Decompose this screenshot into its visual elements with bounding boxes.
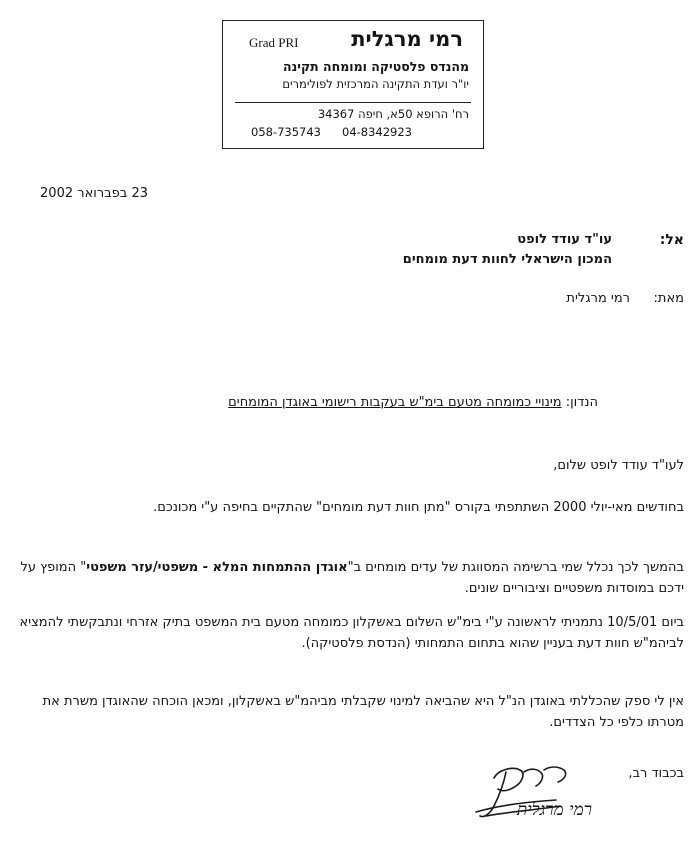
- letter-date: 23 בפברואר 2002: [40, 186, 148, 201]
- letterhead: [222, 20, 484, 149]
- from-label: מאת:: [653, 291, 684, 306]
- paragraph-2: [16, 557, 684, 599]
- letterhead-phone-landline: 04-8342923: [342, 125, 412, 139]
- greeting: לעו"ד עודד לופט שלום,: [553, 458, 684, 473]
- letterhead-divider: [235, 102, 471, 103]
- letterhead-address: רח' הרופא 50א, חיפה 34367: [317, 107, 469, 121]
- signature-name: רמי מרגלית: [516, 800, 592, 820]
- paragraph-2-start: בהמשך לכך נכלל שמי ברשימה המסווגת של עדים מומחים ב": [347, 560, 684, 575]
- subject-line: [228, 395, 598, 410]
- paragraph-2-bold: אוגדן ההתמחות המלא - משפטי/עזר משפטי: [86, 560, 348, 575]
- letterhead-phone-mobile: 058-735743: [251, 125, 321, 139]
- to-name: עו"ד עודד לופט: [517, 232, 612, 247]
- paragraph-3: ביום 10/5/01 נתמניתי לראשונה ע"י בימ"ש השלום באשקלון כמומחה מטעם בית המשפט בתיק אזרחי ונתבקשתי להמציא לביהמ"ש חוות דעת בעניין שהוא בתחום התמחותי (הנדסת פלסטיקה).: [19, 615, 684, 651]
- subject-label: הנדון:: [565, 395, 598, 410]
- from-name: רמי מרגלית: [566, 291, 630, 306]
- letterhead-name: רמי מרגלית: [351, 27, 463, 51]
- paragraph-1: בחודשים מאי-יולי 2000 השתתפתי בקורס "מתן חוות דעת מומחים" שהתקיים בחיפה ע"י מכונכם.: [153, 500, 684, 515]
- subject-text: מינויי כמומחה מטעם בימ"ש בעקבות רישומי באוגדן המומחים: [228, 395, 562, 410]
- closing: בכבוד רב,: [628, 766, 684, 781]
- letterhead-degree: Grad PRI: [249, 35, 299, 50]
- paragraph-4: אין לי ספק שהכללתי באוגדן הנ"ל היא שהביאה למינוי שקבלתי מביהמ"ש באשקלון, ומכאן הוכחה שהאוגדן משרת את מטרתו כלפי כל הצדדים.: [42, 694, 684, 730]
- to-organization: המכון הישראלי לחוות דעת מומחים: [402, 252, 612, 267]
- letterhead-title: מהנדס פלסטיקה ומומחה תקינה: [283, 59, 469, 74]
- letterhead-subtitle: יו"ר ועדת התקינה המרכזית לפולימרים: [282, 77, 469, 91]
- paragraph-2-end: " המופץ על ידכם במוסדות משפטיים וציבוריים שונים.: [20, 560, 684, 596]
- to-label: אל:: [659, 232, 684, 248]
